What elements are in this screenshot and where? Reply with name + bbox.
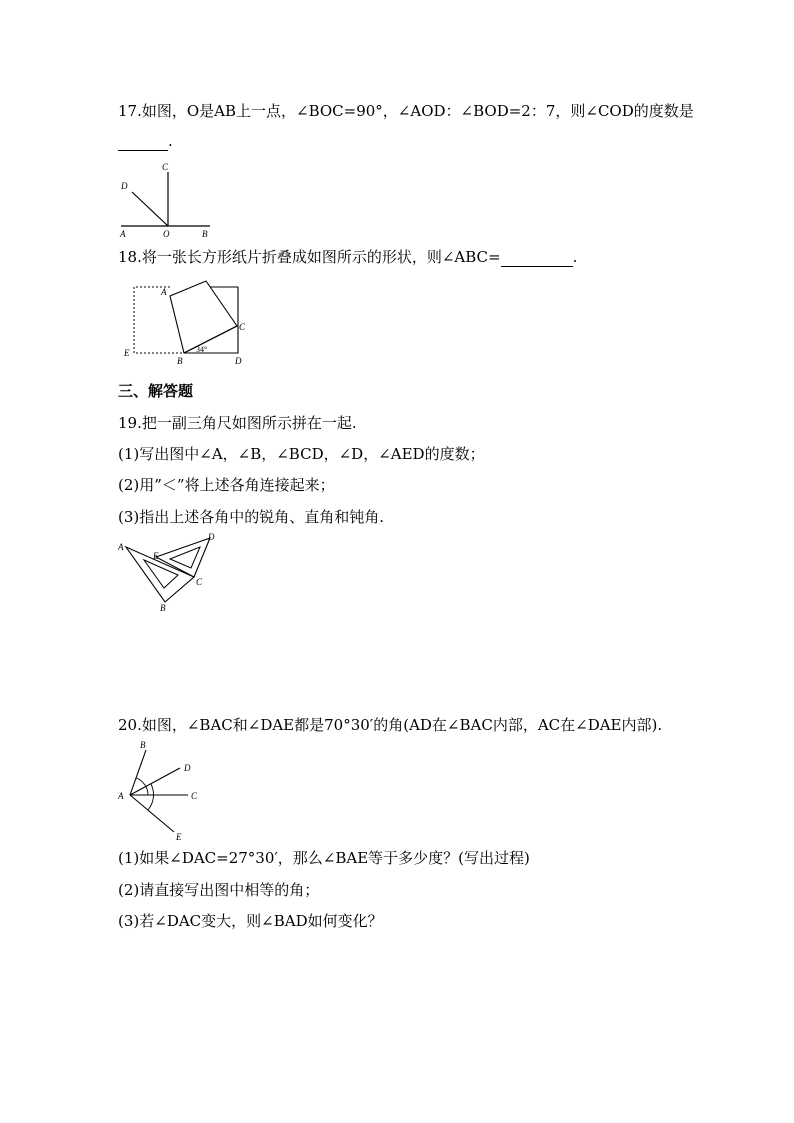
q19-text: 19.把一副三角尺如图所示拼在一起. [118,414,357,432]
q19-label-c: C [196,577,203,587]
q17-text [118,101,694,121]
q20-arc-dae [148,784,154,810]
q19-label-b: B [160,603,166,613]
q20-ray-ae [130,795,174,832]
q20-label-d: D [184,763,191,773]
q19-part1: (1)写出图中∠A，∠B，∠BCD，∠D，∠AED的度数； [118,445,485,463]
q20-label-c: C [191,791,198,801]
q18-answer-blank[interactable] [501,250,573,267]
q17-stem: 17.如图，O是AB上一点，∠BOC=90°，∠AOD：∠BOD=2：7，则∠COD的度数是 [118,102,694,120]
q17-label-b: B [202,229,208,239]
q18-angle-label: 34° [196,345,208,354]
q17-label-c: C [162,162,169,172]
q17-label-a: A [120,229,126,239]
q19-label-a: A [118,542,124,552]
q19-label-d: D [208,532,215,542]
q19-label-e: E [153,551,159,561]
q18-label-d: D [235,356,242,366]
q18-label-a: A [161,287,167,297]
q18-folded-part [170,281,237,353]
q18-text: 18.将一张长方形纸片折叠成如图所示的形状，则∠ABC= . [118,248,578,266]
q18-label-c: C [239,322,246,332]
q17-ray-od [132,192,168,226]
q18-label-b: B [177,356,183,366]
q18-figure [118,276,253,368]
q20-figure [118,738,208,844]
q20-part2: (2)请直接写出图中相等的角； [118,881,320,899]
q19-part2: (2)用”＜”将上述各角连接起来； [118,476,335,494]
q20-label-b: B [140,740,146,750]
q18-label-e: E [124,348,130,358]
q20-text: 20.如图，∠BAC和∠DAE都是70°30′的角(AD在∠BAC内部，AC在∠DAE内部). [118,716,663,734]
q20-label-a: A [118,791,124,801]
q18-stem: 18.将一张长方形纸片折叠成如图所示的形状，则∠ABC= [118,248,501,266]
q19-part3: (3)指出上述各角中的锐角、直角和钝角. [118,508,385,526]
q17-label-o: O [163,229,170,239]
q17-figure [118,158,218,240]
section-heading: 三、解答题 [118,382,194,400]
q20-part1: (1)如果∠DAC=27°30′，那么∠BAE等于多少度？(写出过程) [118,849,530,867]
q17-answer-line: . [118,131,173,151]
q20-arc-bac [136,778,148,795]
q17-answer-blank[interactable] [118,134,168,151]
q20-ray-ad [130,768,180,795]
q20-part3: (3)若∠DAC变大，则∠BAD如何变化？ [118,912,383,930]
q19-figure [118,530,228,615]
q20-label-e: E [176,832,182,842]
q17-label-d: D [121,181,128,191]
